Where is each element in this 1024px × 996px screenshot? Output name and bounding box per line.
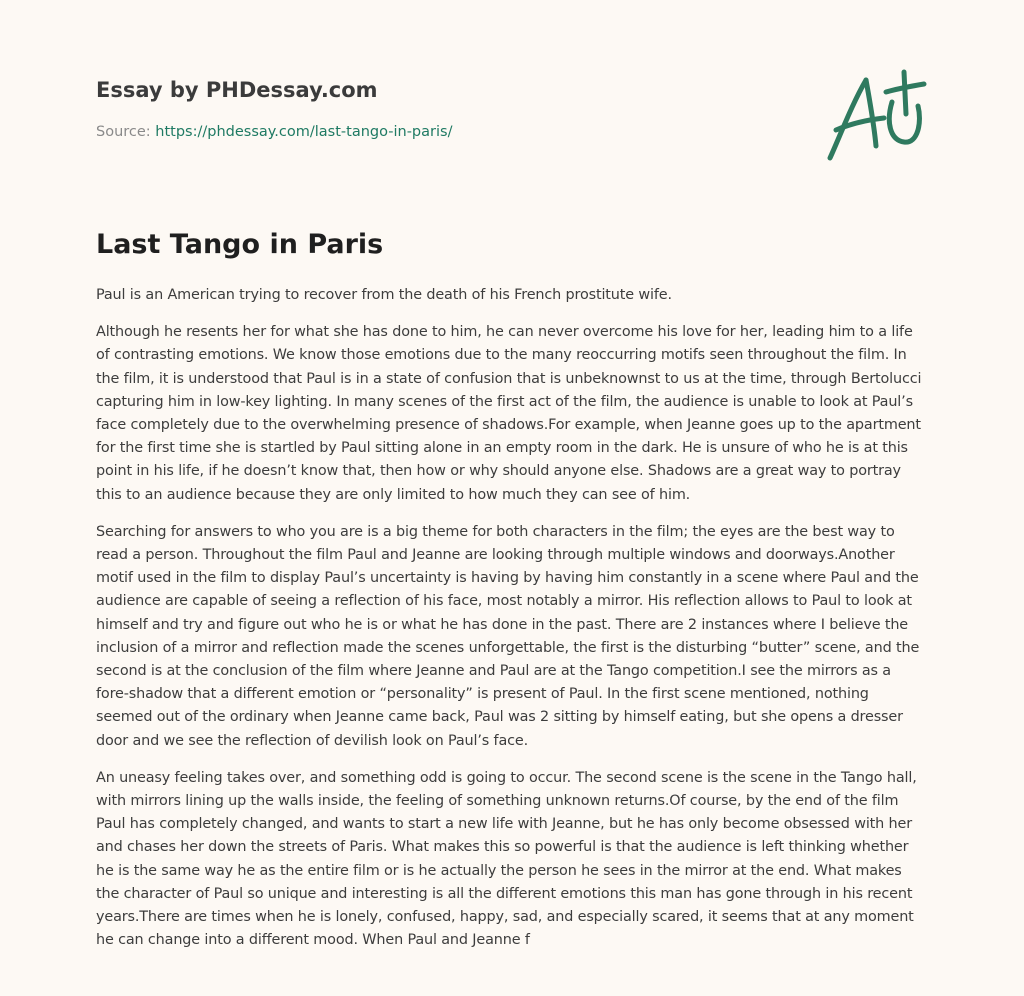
essay-title: Last Tango in Paris: [96, 229, 384, 260]
source-link[interactable]: https://phdessay.com/last-tango-in-paris/: [155, 124, 453, 140]
essay-paragraph: Although he resents her for what she has done to him, he can never overcome his love for her, leading him to a life of contrasting emotions. We know those emotions due to the many reoccurring motifs seen throughout the film. In the film, it is understood that Paul is in a state of confusion that is unbeknownst to us at the time, through Bertolucci capturing him in low-key lighting. In many scenes of the first act of the film, the audience is unable to look at Paul’s face completely due to the overwhelming presence of shadows.For example, when Jeanne goes up to the apartment for the first time she is startled by Paul sitting alone in an empty room in the dark. He is unsure of who he is at this point in his life, if he doesn’t know that, then how or why should anyone else. Shadows are a great way to portray this to an audience because they are only limited to how much they can see of him.: [96, 324, 922, 503]
a-plus-grade-logo-icon: [822, 66, 928, 164]
site-title: Essay by PHDessay.com: [96, 78, 378, 102]
page-header: [96, 72, 796, 142]
source-line: [96, 122, 796, 142]
essay-paragraph: Paul is an American trying to recover from the death of his French prostitute wife.: [96, 287, 672, 303]
essay-content: [96, 224, 928, 966]
source-label: Source:: [96, 124, 151, 140]
essay-paragraph: An uneasy feeling takes over, and something odd is going to occur. The second scene is the scene in the Tango hall, with mirrors lining up the walls inside, the feeling of something unknown returns.Of course, by the end of the film Paul has completely changed, and wants to start a new life with Jeanne, but he has only become obsessed with her and chases her down the streets of Paris. What makes this so powerful is that the audience is left thinking whether he is the same way he as the entire film or is he actually the person he sees in the mirror at the end. What makes the character of Paul so unique and interesting is all the different emotions this man has gone through in his recent years.There are times when he is lonely, confused, happy, sad, and especially scared, it seems that at any moment he can change into a different mood. When Paul and Jeanne f: [96, 769, 917, 949]
essay-paragraph: Searching for answers to who you are is a big theme for both characters in the film; the eyes are the best way to read a person. Throughout the film Paul and Jeanne are looking through multiple windows and doorways.Another motif used in the film to display Paul’s uncertainty is having by having him constantly in a scene where Paul and the audience are capable of seeing a reflection of his face, most notably a mirror. His reflection allows to Paul to look at himself and try and figure out who he is or what he has done in the past. There are 2 instances where I believe the inclusion of a mirror and reflection made the scenes unforgettable, the first is the disturbing “butter” scene, and the second is at the conclusion of the film where Jeanne and Paul are at the Tango competition.I see the mirrors as a fore-shadow that a different emotion or “personality” is present of Paul. In the first scene mentioned, nothing seemed out of the ordinary when Jeanne came back, Paul was 2 sitting by himself eating, but she opens a dresser door and we see the reflection of devilish look on Paul’s face.: [96, 523, 920, 749]
